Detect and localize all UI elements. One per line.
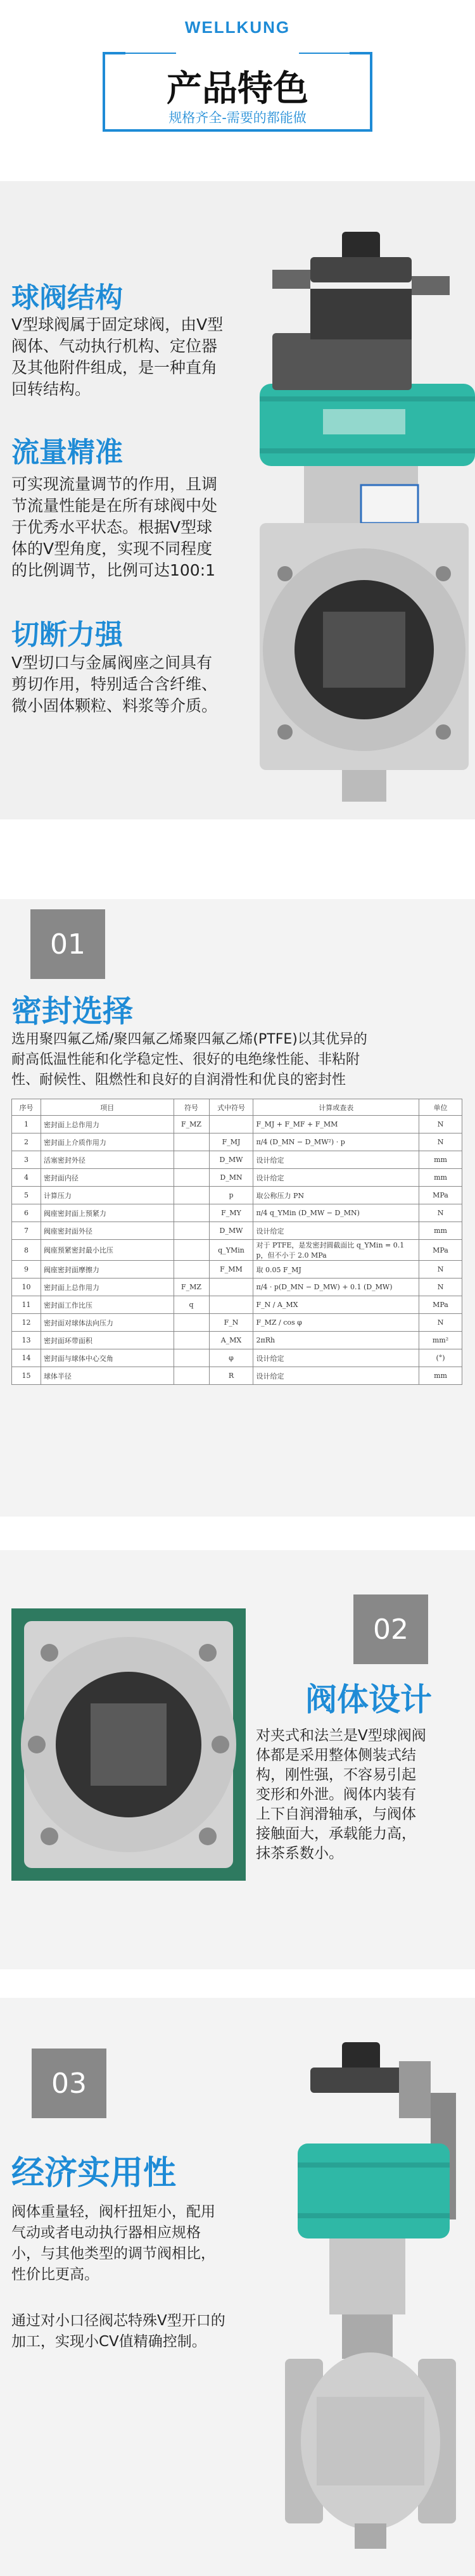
table-cell: A_MX <box>209 1332 253 1349</box>
table-cell: 设计给定 <box>253 1367 419 1385</box>
table-cell: N <box>419 1314 462 1332</box>
table-cell: N <box>419 1261 462 1279</box>
body-design-description: 对夹式和法兰是V型球阀阀 体都是采用整体侧装式结 构，刚性强，不容易引起 变形和外泄。阀体内装有 上下自润滑轴承，与阀体 接触面大，承载能力高， 抹茶系数小。 <box>256 1727 426 1862</box>
table-cell: 14 <box>12 1349 41 1367</box>
feature-title-cutoff: 切断力强 <box>11 619 123 651</box>
valve-body-photo <box>11 1608 246 1881</box>
feature-text-flow: 可实现流量调节的作用，且调 节流量性能是在所有球阀中处 于优秀水平状态。根据V型球 体的V型角度，实现不同程度 的比例调节，比例可达100:1 <box>11 475 218 579</box>
section-number-02: 02 <box>353 1594 428 1664</box>
table-cell: 阀座密封面外径 <box>41 1222 174 1240</box>
table-row <box>12 1314 462 1332</box>
seal-description: 选用聚四氟乙烯/聚四氟乙烯聚四氟乙烯(PTFE)以其优异的 耐高低温性能和化学稳定性、很好的电绝缘性能、非粘附 性、耐候性、阻燃性和良好的自润滑性和优良的密封性 <box>11 1032 367 1088</box>
table-cell <box>174 1222 209 1240</box>
table-cell: F_MZ <box>174 1116 209 1133</box>
page-title: 产品特色 <box>167 68 308 110</box>
table-cell: MPa <box>419 1296 462 1314</box>
flanged-valve-illustration <box>272 2017 469 2561</box>
table-row <box>12 1367 462 1385</box>
table-cell: 4 <box>12 1169 41 1187</box>
table-header-row <box>12 1099 462 1116</box>
table-row <box>12 1169 462 1187</box>
table-cell <box>174 1261 209 1279</box>
table-cell: 6 <box>12 1204 41 1222</box>
seal-calculation-table <box>11 1099 462 1385</box>
table-cell: 密封面内径 <box>41 1169 174 1187</box>
table-cell: 密封面对球体法向压力 <box>41 1314 174 1332</box>
table-cell: 活塞密封外径 <box>41 1151 174 1169</box>
table-cell: 12 <box>12 1314 41 1332</box>
economy-section <box>0 1998 475 2576</box>
table-cell: F_MZ / cos φ <box>253 1314 419 1332</box>
table-row <box>12 1151 462 1169</box>
table-cell: 取 0.05 F_MJ <box>253 1261 419 1279</box>
table-cell: π/4 (D_MN − D_MW²) · p <box>253 1133 419 1151</box>
table-cell: 15 <box>12 1367 41 1385</box>
table-cell: 设计给定 <box>253 1222 419 1240</box>
table-cell: D_MW <box>209 1222 253 1240</box>
brand-name: WELLKUNG <box>184 18 291 37</box>
table-cell: 密封面上总作用力 <box>41 1279 174 1296</box>
seal-section <box>0 899 475 1517</box>
economy-description-2: 通过对小口径阀芯特殊V型开口的 加工，实现小CV值精确控制。 <box>11 2313 225 2350</box>
table-header-cell: 项目 <box>41 1099 174 1116</box>
table-cell: 7 <box>12 1222 41 1240</box>
table-cell: 密封面上总作用力 <box>41 1116 174 1133</box>
table-cell <box>174 1204 209 1222</box>
table-row <box>12 1116 462 1133</box>
table-header-cell: 单位 <box>419 1099 462 1116</box>
table-cell: 8 <box>12 1240 41 1261</box>
table-cell: F_MJ <box>209 1133 253 1151</box>
table-cell: 2 <box>12 1133 41 1151</box>
table-header-cell: 序号 <box>12 1099 41 1116</box>
table-cell <box>174 1187 209 1204</box>
table-cell: MPa <box>419 1240 462 1261</box>
table-cell: 密封面与球体中心交角 <box>41 1349 174 1367</box>
table-cell: MPa <box>419 1187 462 1204</box>
table-cell: mm <box>419 1169 462 1187</box>
table-cell <box>174 1169 209 1187</box>
table-cell: R <box>209 1367 253 1385</box>
table-cell: D_MW <box>209 1151 253 1169</box>
table-cell: 计算压力 <box>41 1187 174 1204</box>
table-row <box>12 1222 462 1240</box>
table-cell: 阀座密封面上预紧力 <box>41 1204 174 1222</box>
table-cell: D_MN <box>209 1169 253 1187</box>
table-cell: N <box>419 1116 462 1133</box>
table-cell: 设计给定 <box>253 1151 419 1169</box>
table-cell <box>174 1367 209 1385</box>
table-cell: φ <box>209 1349 253 1367</box>
table-cell: F_N / A_MX <box>253 1296 419 1314</box>
table-cell: q_YMin <box>209 1240 253 1261</box>
feature-title-structure: 球阀结构 <box>11 282 123 314</box>
table-cell: F_MM <box>209 1261 253 1279</box>
table-cell: p <box>209 1187 253 1204</box>
table-header-cell: 计算或查表 <box>253 1099 419 1116</box>
table-cell: 取公称压力 PN <box>253 1187 419 1204</box>
table-cell: 设计给定 <box>253 1349 419 1367</box>
table-row <box>12 1187 462 1204</box>
table-cell: F_MZ <box>174 1279 209 1296</box>
page-subtitle: 规格齐全-需要的都能做 <box>168 110 307 125</box>
table-cell: 10 <box>12 1279 41 1296</box>
table-cell: 3 <box>12 1151 41 1169</box>
table-cell: 密封面环带面积 <box>41 1332 174 1349</box>
section-title-economy: 经济实用性 <box>11 2154 177 2192</box>
table-cell: q <box>174 1296 209 1314</box>
section-number-03: 03 <box>32 2049 106 2118</box>
table-cell: 密封面上介质作用力 <box>41 1133 174 1151</box>
section-title-seal: 密封选择 <box>11 994 134 1029</box>
economy-description-1: 阀体重量轻，阀杆扭矩小，配用 气动或者电动执行器相应规格 小，与其他类型的调节阀相比， 性价比更高。 <box>11 2204 215 2283</box>
table-cell: N <box>419 1204 462 1222</box>
table-cell: F_MY <box>209 1204 253 1222</box>
feature-section <box>0 181 475 819</box>
table-cell: 密封面工作比压 <box>41 1296 174 1314</box>
table-row <box>12 1261 462 1279</box>
feature-title-flow: 流量精准 <box>11 436 123 469</box>
table-row <box>12 1204 462 1222</box>
table-row <box>12 1240 462 1261</box>
table-cell: N <box>419 1279 462 1296</box>
table-cell: mm² <box>419 1332 462 1349</box>
table-cell <box>209 1116 253 1133</box>
table-cell: π/4 q_YMin (D_MW − D_MN) <box>253 1204 419 1222</box>
table-cell: 1 <box>12 1116 41 1133</box>
feature-text-cutoff: V型切口与金属阀座之间具有 剪切作用，特别适合含纤维、 微小固体颗粒、料浆等介质。 <box>11 653 218 715</box>
table-cell: 阀座密封面摩擦力 <box>41 1261 174 1279</box>
table-cell: 11 <box>12 1296 41 1314</box>
table-cell: 设计给定 <box>253 1169 419 1187</box>
table-cell <box>209 1279 253 1296</box>
table-cell: mm <box>419 1222 462 1240</box>
table-cell: 对于 PTFE，是发密封圆截面比 q_YMin = 0.1 p，但不小于 2.0 MPa <box>253 1240 419 1261</box>
table-cell: π/4 · p(D_MN − D_MW) + 0.1 (D_MW) <box>253 1279 419 1296</box>
table-cell <box>174 1151 209 1169</box>
feature-text-structure: V型球阀属于固定球阀，由V型 阀体、气动执行机构、定位器 及其他附件组成，是一种直角 回转结构。 <box>11 315 224 398</box>
table-row <box>12 1349 462 1367</box>
table-row <box>12 1279 462 1296</box>
table-cell: (°) <box>419 1349 462 1367</box>
table-row <box>12 1296 462 1314</box>
table-cell: N <box>419 1133 462 1151</box>
table-cell <box>174 1349 209 1367</box>
table-cell: mm <box>419 1151 462 1169</box>
table-cell <box>174 1314 209 1332</box>
table-cell: 2πRh <box>253 1332 419 1349</box>
table-cell: F_MJ + F_MF + F_MM <box>253 1116 419 1133</box>
body-design-section <box>0 1550 475 1969</box>
section-title-body: 阀体设计 <box>305 1681 432 1718</box>
table-cell: F_N <box>209 1314 253 1332</box>
table-header-cell: 符号 <box>174 1099 209 1116</box>
table-cell <box>174 1133 209 1151</box>
table-cell <box>209 1296 253 1314</box>
table-cell <box>174 1332 209 1349</box>
table-row <box>12 1332 462 1349</box>
table-cell: 9 <box>12 1261 41 1279</box>
table-cell: 球体半径 <box>41 1367 174 1385</box>
table-cell: 5 <box>12 1187 41 1204</box>
v-ball-valve-illustration <box>247 219 475 808</box>
section-number-01: 01 <box>30 909 105 979</box>
table-cell <box>174 1240 209 1261</box>
table-cell: 13 <box>12 1332 41 1349</box>
table-cell: 阀座预紧密封最小比压 <box>41 1240 174 1261</box>
table-cell: mm <box>419 1367 462 1385</box>
table-header-cell: 式中符号 <box>209 1099 253 1116</box>
table-row <box>12 1133 462 1151</box>
